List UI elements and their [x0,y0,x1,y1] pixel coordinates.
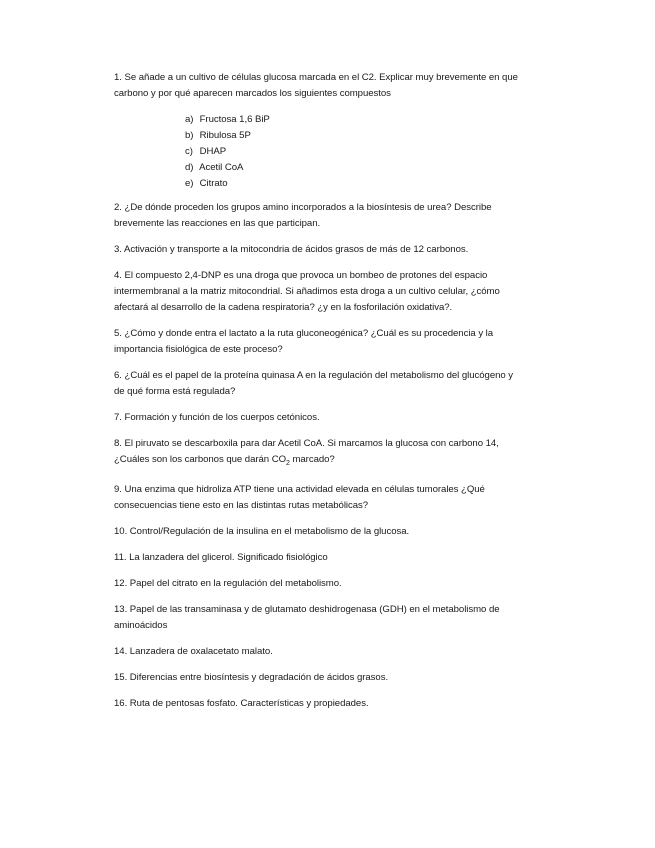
question-text-line: consecuencias tiene esto en las distintas rutas metabólicas? [114,499,369,511]
list-item-text: Ribulosa 5P [199,130,251,141]
question-text: ¿Cuáles son los carbonos que darán CO [114,454,286,465]
question-15 [114,670,544,686]
list-item [185,144,544,160]
question-text-line: brevemente las reacciones en las que participan. [114,218,321,229]
question-1-subitems [114,112,544,192]
question-text-line: de qué forma está regulada? [114,386,236,397]
list-marker: a) [185,114,194,125]
question-text-line: importancia fisiológica de este proceso? [114,344,283,355]
question-text-line: 15. Diferencias entre biosíntesis y degradación de ácidos grasos. [114,671,389,683]
list-item [185,128,544,144]
question-16 [114,696,544,712]
list-marker: b) [185,130,194,141]
list-marker: e) [185,178,194,189]
question-14 [114,644,544,660]
question-11 [114,550,544,566]
question-10 [114,524,544,540]
question-13 [114,602,544,634]
list-item [185,176,544,192]
question-1 [114,70,544,102]
question-text-line: 8. El piruvato se descarboxila para dar Acetil CoA. Si marcamos la glucosa con carbono 14, [114,438,499,449]
question-text-line [114,452,544,472]
question-text-line: aminoácidos [114,619,168,631]
question-text-line: carbono y por qué aparecen marcados los siguientes compuestos [114,88,391,99]
question-6 [114,368,544,400]
question-text-line: 12. Papel del citrato en la regulación del metabolismo. [114,577,342,589]
question-text: marcado? [289,454,335,465]
question-5 [114,326,544,358]
question-text-line: 14. Lanzadera de oxalacetato malato. [114,645,273,657]
question-text-line: 13. Papel de las transaminasa y de glutamato deshidrogenasa (GDH) en el metabolismo de [114,603,500,615]
question-3 [114,242,544,258]
question-12 [114,576,544,592]
question-text-line: 10. Control/Regulación de la insulina en el metabolismo de la glucosa. [114,525,410,537]
list-marker: c) [185,146,193,157]
question-text-line: 16. Ruta de pentosas fosfato. Características y propiedades. [114,697,369,709]
list-item-text: Fructosa 1,6 BiP [199,114,270,125]
question-9 [114,482,544,514]
question-text-line: 1. Se añade a un cultivo de células glucosa marcada en el C2. Explicar muy brevemente en que [114,72,518,83]
question-text-line: 4. El compuesto 2,4-DNP es una droga que provoca un bombeo de protones del espacio [114,270,488,281]
question-4 [114,268,544,316]
list-item-text: Acetil CoA [199,162,244,173]
question-8 [114,436,544,472]
question-text-line: 11. La lanzadera del glicerol. Significado fisiológico [114,551,328,563]
question-text-line: 5. ¿Cómo y donde entra el lactato a la ruta gluconeogénica? ¿Cuál es su procedencia y la [114,328,494,339]
question-text-line: 6. ¿Cuál es el papel de la proteína quinasa A en la regulación del metabolismo del glucógeno y [114,370,514,381]
question-text-line: afectará al desarrollo de la cadena respiratoria? ¿y en la fosforilación oxidativa?. [114,302,453,313]
question-text-line: 9. Una enzima que hidroliza ATP tiene una actividad elevada en células tumorales ¿Qué [114,483,485,495]
question-text-line: 2. ¿De dónde proceden los grupos amino incorporados a la biosíntesis de urea? Describe [114,202,492,213]
list-item [185,160,544,176]
list-item [185,112,544,128]
question-2 [114,200,544,232]
question-7 [114,410,544,426]
list-item-text: DHAP [199,146,227,157]
list-marker: d) [185,162,194,173]
question-text-line: 7. Formación y función de los cuerpos cetónicos. [114,412,320,423]
question-text-line: intermembranal a la matriz mitocondrial. Si añadimos esta droga a un cultivo celular, ¿cómo [114,286,500,297]
question-text-line: 3. Activación y transporte a la mitocondria de ácidos grasos de más de 12 carbonos. [114,244,469,255]
list-item-text: Citrato [199,178,228,189]
subscript: 2 [286,459,290,467]
question-list [114,70,544,722]
